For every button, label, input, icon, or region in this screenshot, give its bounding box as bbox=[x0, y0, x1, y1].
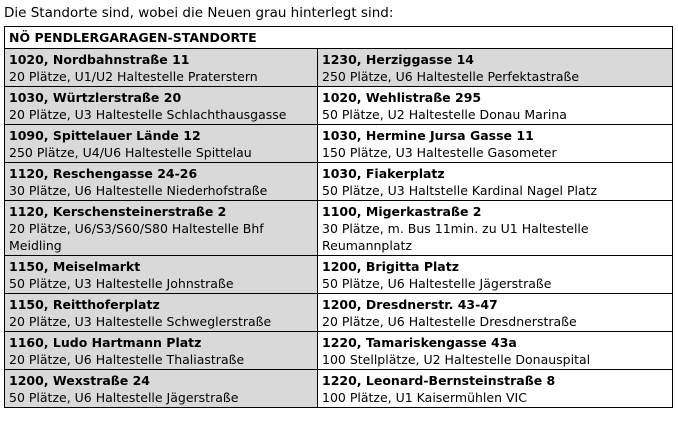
location-cell-left bbox=[5, 201, 318, 256]
location-cell-left bbox=[5, 163, 318, 201]
location-info: 250 Plätze, U4/U6 Haltestelle Spittelau bbox=[9, 145, 252, 160]
location-name: 1030, Würtzlerstraße 20 bbox=[9, 90, 182, 105]
location-info: 250 Plätze, U6 Haltestelle Perfektastraße bbox=[322, 69, 580, 84]
location-info: 30 Plätze, m. Bus 11min. zu U1 Haltestelle Reumannplatz bbox=[322, 221, 589, 253]
location-cell-right bbox=[318, 256, 673, 294]
location-cell-right bbox=[318, 294, 673, 332]
location-info: 20 Plätze, U1/U2 Haltestelle Praterstern bbox=[9, 69, 258, 84]
location-cell-right bbox=[318, 163, 673, 201]
park-and-ride-table bbox=[4, 26, 673, 408]
location-name: 1120, Reschengasse 24-26 bbox=[9, 166, 198, 181]
table-row bbox=[5, 87, 673, 125]
location-cell-right bbox=[318, 49, 673, 87]
table-row bbox=[5, 256, 673, 294]
location-name: 1030, Fiakerplatz bbox=[322, 166, 445, 181]
table-row bbox=[5, 370, 673, 408]
location-name: 1200, Dresdnerstr. 43-47 bbox=[322, 297, 498, 312]
table-row bbox=[5, 332, 673, 370]
location-info: 50 Plätze, U3 Haltstelle Kardinal Nagel Platz bbox=[322, 183, 598, 198]
location-name: 1100, Migerkastraße 2 bbox=[322, 204, 482, 219]
location-cell-left bbox=[5, 370, 318, 408]
location-name: 1200, Wexstraße 24 bbox=[9, 373, 151, 388]
table-row bbox=[5, 201, 673, 256]
location-name: 1150, Reitthoferplatz bbox=[9, 297, 160, 312]
location-cell-right bbox=[318, 125, 673, 163]
location-cell-right bbox=[318, 370, 673, 408]
location-info: 50 Plätze, U6 Haltestelle Jägerstraße bbox=[322, 276, 552, 291]
location-name: 1020, Nordbahnstraße 11 bbox=[9, 52, 190, 67]
location-info: 100 Stellplätze, U2 Haltestelle Donauspital bbox=[322, 352, 591, 367]
location-cell-right bbox=[318, 201, 673, 256]
location-info: 20 Plätze, U6 Haltestelle Dresdnerstraße bbox=[322, 314, 577, 329]
location-info: 20 Plätze, U3 Haltestelle Schweglerstraße bbox=[9, 314, 272, 329]
table-row bbox=[5, 294, 673, 332]
location-info: 100 Plätze, U1 Kaisermühlen VIC bbox=[322, 390, 527, 405]
location-name: 1220, Leonard-Bernsteinstraße 8 bbox=[322, 373, 556, 388]
table-row bbox=[5, 49, 673, 87]
intro-text: Die Standorte sind, wobei die Neuen grau hinterlegt sind: bbox=[4, 5, 394, 21]
location-name: 1230, Herziggasse 14 bbox=[322, 52, 474, 67]
table-row bbox=[5, 163, 673, 201]
location-cell-left bbox=[5, 49, 318, 87]
location-info: 50 Plätze, U3 Haltestelle Johnstraße bbox=[9, 276, 234, 291]
table-row bbox=[5, 125, 673, 163]
location-info: 20 Plätze, U3 Haltestelle Schlachthausgasse bbox=[9, 107, 287, 122]
location-name: 1090, Spittelauer Lände 12 bbox=[9, 128, 201, 143]
location-name: 1220, Tamariskengasse 43a bbox=[322, 335, 517, 350]
location-cell-left bbox=[5, 125, 318, 163]
location-info: 20 Plätze, U6 Haltestelle Thaliastraße bbox=[9, 352, 245, 367]
location-cell-left bbox=[5, 256, 318, 294]
location-cell-right bbox=[318, 87, 673, 125]
location-name: 1160, Ludo Hartmann Platz bbox=[9, 335, 202, 350]
location-info: 50 Plätze, U2 Haltestelle Donau Marina bbox=[322, 107, 567, 122]
table-header: NÖ PENDLERGARAGEN-STANDORTE bbox=[5, 27, 673, 49]
location-info: 150 Plätze, U3 Haltestelle Gasometer bbox=[322, 145, 557, 160]
location-name: 1120, Kerschensteinerstraße 2 bbox=[9, 204, 227, 219]
location-name: 1030, Hermine Jursa Gasse 11 bbox=[322, 128, 534, 143]
location-cell-left bbox=[5, 294, 318, 332]
location-cell-right bbox=[318, 332, 673, 370]
location-cell-left bbox=[5, 332, 318, 370]
location-name: 1020, Wehlistraße 295 bbox=[322, 90, 482, 105]
location-info: 20 Plätze, U6/S3/S60/S80 Haltestelle Bhf Meidling bbox=[9, 221, 264, 253]
location-info: 30 Plätze, U6 Haltestelle Niederhofstraße bbox=[9, 183, 268, 198]
location-info: 50 Plätze, U6 Haltestelle Jägerstraße bbox=[9, 390, 239, 405]
location-cell-left bbox=[5, 87, 318, 125]
location-name: 1150, Meiselmarkt bbox=[9, 259, 141, 274]
location-name: 1200, Brigitta Platz bbox=[322, 259, 459, 274]
